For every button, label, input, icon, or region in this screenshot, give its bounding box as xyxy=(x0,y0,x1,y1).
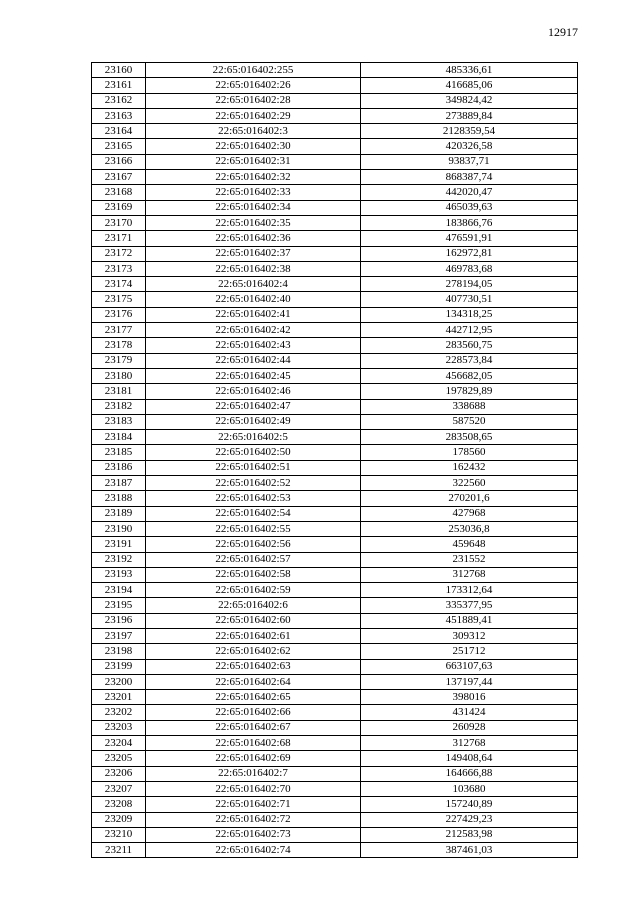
cadastral-number-cell: 22:65:016402:45 xyxy=(146,368,361,383)
table-row xyxy=(92,613,578,628)
cadastral-number-cell: 22:65:016402:55 xyxy=(146,521,361,536)
value-cell: 309312 xyxy=(361,628,578,643)
row-number-cell: 23181 xyxy=(92,384,146,399)
cadastral-number-cell: 22:65:016402:30 xyxy=(146,139,361,154)
cadastral-number-cell: 22:65:016402:69 xyxy=(146,751,361,766)
value-cell: 312768 xyxy=(361,567,578,582)
cadastral-number-cell: 22:65:016402:52 xyxy=(146,476,361,491)
row-number-cell: 23195 xyxy=(92,598,146,613)
table-row xyxy=(92,185,578,200)
table-row xyxy=(92,124,578,139)
table-row xyxy=(92,246,578,261)
value-cell: 442712,95 xyxy=(361,323,578,338)
cadastral-number-cell: 22:65:016402:38 xyxy=(146,261,361,276)
value-cell: 231552 xyxy=(361,552,578,567)
cadastral-number-cell: 22:65:016402:33 xyxy=(146,185,361,200)
table-row xyxy=(92,78,578,93)
row-number-cell: 23168 xyxy=(92,185,146,200)
row-number-cell: 23186 xyxy=(92,460,146,475)
row-number-cell: 23179 xyxy=(92,353,146,368)
value-cell: 162972,81 xyxy=(361,246,578,261)
table-row xyxy=(92,766,578,781)
cadastral-number-cell: 22:65:016402:67 xyxy=(146,720,361,735)
value-cell: 162432 xyxy=(361,460,578,475)
table-row xyxy=(92,537,578,552)
table-row xyxy=(92,384,578,399)
value-cell: 260928 xyxy=(361,720,578,735)
cadastral-number-cell: 22:65:016402:43 xyxy=(146,338,361,353)
value-cell: 253036,8 xyxy=(361,521,578,536)
cadastral-number-cell: 22:65:016402:46 xyxy=(146,384,361,399)
row-number-cell: 23206 xyxy=(92,766,146,781)
cadastral-number-cell: 22:65:016402:68 xyxy=(146,736,361,751)
table-row xyxy=(92,93,578,108)
cadastral-number-cell: 22:65:016402:49 xyxy=(146,414,361,429)
row-number-cell: 23172 xyxy=(92,246,146,261)
value-cell: 349824,42 xyxy=(361,93,578,108)
table-row xyxy=(92,215,578,230)
value-cell: 387461,03 xyxy=(361,843,578,858)
table-row xyxy=(92,736,578,751)
table-row xyxy=(92,154,578,169)
value-cell: 2128359,54 xyxy=(361,124,578,139)
value-cell: 278194,05 xyxy=(361,277,578,292)
table-row xyxy=(92,139,578,154)
cadastral-number-cell: 22:65:016402:36 xyxy=(146,231,361,246)
table-row xyxy=(92,445,578,460)
cadastral-number-cell: 22:65:016402:34 xyxy=(146,200,361,215)
value-cell: 251712 xyxy=(361,644,578,659)
row-number-cell: 23189 xyxy=(92,506,146,521)
cadastral-number-cell: 22:65:016402:44 xyxy=(146,353,361,368)
table-row xyxy=(92,430,578,445)
table-row xyxy=(92,583,578,598)
value-cell: 173312,64 xyxy=(361,583,578,598)
cadastral-number-cell: 22:65:016402:26 xyxy=(146,78,361,93)
value-cell: 398016 xyxy=(361,690,578,705)
row-number-cell: 23185 xyxy=(92,445,146,460)
table-row xyxy=(92,521,578,536)
row-number-cell: 23164 xyxy=(92,124,146,139)
row-number-cell: 23180 xyxy=(92,368,146,383)
value-cell: 469783,68 xyxy=(361,261,578,276)
table-row xyxy=(92,108,578,123)
cadastral-number-cell: 22:65:016402:63 xyxy=(146,659,361,674)
cadastral-number-cell: 22:65:016402:50 xyxy=(146,445,361,460)
table-row xyxy=(92,292,578,307)
cadastral-number-cell: 22:65:016402:57 xyxy=(146,552,361,567)
table-row xyxy=(92,231,578,246)
value-cell: 456682,05 xyxy=(361,368,578,383)
row-number-cell: 23199 xyxy=(92,659,146,674)
table-row xyxy=(92,705,578,720)
value-cell: 178560 xyxy=(361,445,578,460)
row-number-cell: 23169 xyxy=(92,200,146,215)
row-number-cell: 23204 xyxy=(92,736,146,751)
table-row xyxy=(92,200,578,215)
cadastral-number-cell: 22:65:016402:53 xyxy=(146,491,361,506)
cadastral-number-cell: 22:65:016402:51 xyxy=(146,460,361,475)
value-cell: 459648 xyxy=(361,537,578,552)
table-row xyxy=(92,261,578,276)
cadastral-number-cell: 22:65:016402:58 xyxy=(146,567,361,582)
table-row xyxy=(92,63,578,78)
table-row xyxy=(92,170,578,185)
row-number-cell: 23209 xyxy=(92,812,146,827)
table-row xyxy=(92,460,578,475)
row-number-cell: 23197 xyxy=(92,628,146,643)
cadastral-number-cell: 22:65:016402:7 xyxy=(146,766,361,781)
value-cell: 103680 xyxy=(361,781,578,796)
cadastral-number-cell: 22:65:016402:54 xyxy=(146,506,361,521)
cadastral-number-cell: 22:65:016402:70 xyxy=(146,781,361,796)
cadastral-number-cell: 22:65:016402:47 xyxy=(146,399,361,414)
value-cell: 164666,88 xyxy=(361,766,578,781)
table-row xyxy=(92,812,578,827)
value-cell: 663107,63 xyxy=(361,659,578,674)
value-cell: 416685,06 xyxy=(361,78,578,93)
row-number-cell: 23187 xyxy=(92,476,146,491)
cadastral-number-cell: 22:65:016402:56 xyxy=(146,537,361,552)
value-cell: 134318,25 xyxy=(361,307,578,322)
value-cell: 407730,51 xyxy=(361,292,578,307)
value-cell: 197829,89 xyxy=(361,384,578,399)
row-number-cell: 23162 xyxy=(92,93,146,108)
value-cell: 149408,64 xyxy=(361,751,578,766)
row-number-cell: 23184 xyxy=(92,430,146,445)
cadastral-number-cell: 22:65:016402:61 xyxy=(146,628,361,643)
cadastral-number-cell: 22:65:016402:31 xyxy=(146,154,361,169)
cadastral-number-cell: 22:65:016402:35 xyxy=(146,215,361,230)
value-cell: 451889,41 xyxy=(361,613,578,628)
table-row xyxy=(92,720,578,735)
value-cell: 465039,63 xyxy=(361,200,578,215)
cadastral-number-cell: 22:65:016402:73 xyxy=(146,827,361,842)
table-row xyxy=(92,368,578,383)
row-number-cell: 23178 xyxy=(92,338,146,353)
cadastral-number-cell: 22:65:016402:28 xyxy=(146,93,361,108)
row-number-cell: 23200 xyxy=(92,674,146,689)
row-number-cell: 23188 xyxy=(92,491,146,506)
value-cell: 335377,95 xyxy=(361,598,578,613)
table-row xyxy=(92,307,578,322)
row-number-cell: 23175 xyxy=(92,292,146,307)
value-cell: 420326,58 xyxy=(361,139,578,154)
table-row xyxy=(92,323,578,338)
table-body xyxy=(92,63,578,858)
row-number-cell: 23182 xyxy=(92,399,146,414)
row-number-cell: 23207 xyxy=(92,781,146,796)
table-row xyxy=(92,552,578,567)
value-cell: 283508,65 xyxy=(361,430,578,445)
table-row xyxy=(92,506,578,521)
row-number-cell: 23208 xyxy=(92,797,146,812)
row-number-cell: 23171 xyxy=(92,231,146,246)
table-row xyxy=(92,491,578,506)
row-number-cell: 23165 xyxy=(92,139,146,154)
table-row xyxy=(92,644,578,659)
row-number-cell: 23167 xyxy=(92,170,146,185)
cadastral-number-cell: 22:65:016402:74 xyxy=(146,843,361,858)
row-number-cell: 23190 xyxy=(92,521,146,536)
row-number-cell: 23201 xyxy=(92,690,146,705)
value-cell: 476591,91 xyxy=(361,231,578,246)
value-cell: 338688 xyxy=(361,399,578,414)
value-cell: 227429,23 xyxy=(361,812,578,827)
cadastral-number-cell: 22:65:016402:29 xyxy=(146,108,361,123)
table-row xyxy=(92,567,578,582)
row-number-cell: 23211 xyxy=(92,843,146,858)
table-row xyxy=(92,827,578,842)
row-number-cell: 23160 xyxy=(92,63,146,78)
row-number-cell: 23166 xyxy=(92,154,146,169)
row-number-cell: 23170 xyxy=(92,215,146,230)
value-cell: 485336,61 xyxy=(361,63,578,78)
cadastral-number-cell: 22:65:016402:32 xyxy=(146,170,361,185)
value-cell: 442020,47 xyxy=(361,185,578,200)
row-number-cell: 23191 xyxy=(92,537,146,552)
cadastral-number-cell: 22:65:016402:255 xyxy=(146,63,361,78)
table-row xyxy=(92,399,578,414)
row-number-cell: 23203 xyxy=(92,720,146,735)
table-row xyxy=(92,659,578,674)
cadastral-number-cell: 22:65:016402:62 xyxy=(146,644,361,659)
value-cell: 228573,84 xyxy=(361,353,578,368)
table-row xyxy=(92,277,578,292)
page-number: 12917 xyxy=(548,25,578,39)
cadastral-number-cell: 22:65:016402:71 xyxy=(146,797,361,812)
value-cell: 93837,71 xyxy=(361,154,578,169)
row-number-cell: 23161 xyxy=(92,78,146,93)
row-number-cell: 23192 xyxy=(92,552,146,567)
table-row xyxy=(92,598,578,613)
value-cell: 137197,44 xyxy=(361,674,578,689)
cadastral-number-cell: 22:65:016402:37 xyxy=(146,246,361,261)
row-number-cell: 23194 xyxy=(92,583,146,598)
row-number-cell: 23202 xyxy=(92,705,146,720)
row-number-cell: 23210 xyxy=(92,827,146,842)
table-row xyxy=(92,797,578,812)
cadastral-number-cell: 22:65:016402:60 xyxy=(146,613,361,628)
table-row xyxy=(92,674,578,689)
table-row xyxy=(92,843,578,858)
table-row xyxy=(92,414,578,429)
table-row xyxy=(92,338,578,353)
cadastral-table xyxy=(91,62,578,858)
cadastral-number-cell: 22:65:016402:6 xyxy=(146,598,361,613)
row-number-cell: 23173 xyxy=(92,261,146,276)
cadastral-number-cell: 22:65:016402:42 xyxy=(146,323,361,338)
cadastral-number-cell: 22:65:016402:3 xyxy=(146,124,361,139)
value-cell: 273889,84 xyxy=(361,108,578,123)
cadastral-number-cell: 22:65:016402:65 xyxy=(146,690,361,705)
value-cell: 212583,98 xyxy=(361,827,578,842)
cadastral-number-cell: 22:65:016402:64 xyxy=(146,674,361,689)
value-cell: 312768 xyxy=(361,736,578,751)
value-cell: 283560,75 xyxy=(361,338,578,353)
row-number-cell: 23163 xyxy=(92,108,146,123)
value-cell: 322560 xyxy=(361,476,578,491)
table-row xyxy=(92,781,578,796)
row-number-cell: 23198 xyxy=(92,644,146,659)
row-number-cell: 23176 xyxy=(92,307,146,322)
cadastral-number-cell: 22:65:016402:40 xyxy=(146,292,361,307)
value-cell: 270201,6 xyxy=(361,491,578,506)
table-row xyxy=(92,628,578,643)
row-number-cell: 23183 xyxy=(92,414,146,429)
value-cell: 157240,89 xyxy=(361,797,578,812)
cadastral-number-cell: 22:65:016402:59 xyxy=(146,583,361,598)
value-cell: 868387,74 xyxy=(361,170,578,185)
cadastral-number-cell: 22:65:016402:66 xyxy=(146,705,361,720)
cadastral-number-cell: 22:65:016402:5 xyxy=(146,430,361,445)
table-row xyxy=(92,476,578,491)
cadastral-number-cell: 22:65:016402:72 xyxy=(146,812,361,827)
value-cell: 431424 xyxy=(361,705,578,720)
row-number-cell: 23196 xyxy=(92,613,146,628)
row-number-cell: 23205 xyxy=(92,751,146,766)
table-row xyxy=(92,751,578,766)
table-row xyxy=(92,353,578,368)
row-number-cell: 23193 xyxy=(92,567,146,582)
value-cell: 587520 xyxy=(361,414,578,429)
table-row xyxy=(92,690,578,705)
row-number-cell: 23174 xyxy=(92,277,146,292)
cadastral-number-cell: 22:65:016402:4 xyxy=(146,277,361,292)
value-cell: 427968 xyxy=(361,506,578,521)
cadastral-number-cell: 22:65:016402:41 xyxy=(146,307,361,322)
row-number-cell: 23177 xyxy=(92,323,146,338)
value-cell: 183866,76 xyxy=(361,215,578,230)
